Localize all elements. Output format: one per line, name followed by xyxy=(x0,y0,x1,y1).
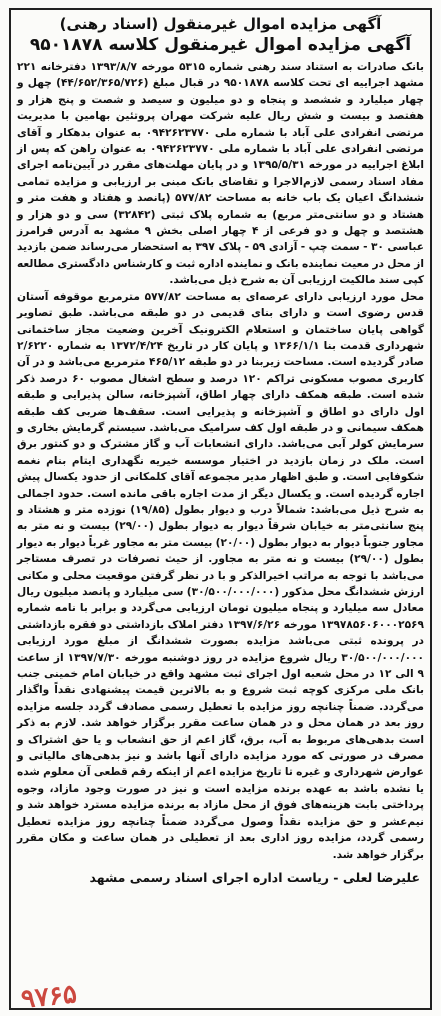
notice-paragraph-2: محل مورد ارزیابی دارای عرصه‌ای به مساحت ۵۷۷/۸۲ مترمربع موقوفه آستان قدس رضوی است و دارای بنای قدیمی در دو طبقه می‌باشد. طبق تصاویر گواهی پایان ساختمان و استعلام الکترونیک آخرین وضعیت مجاز ساختمانی شهرداری قدمت بنا ۱۳۶۶/۱/۱ و پایان کار در تاریخ ۱۳۷۲/۴/۲۴ به شماره ۲/۶۲۲۰ صادر گردیده است. مساحت زیربنا در دو طبقه ۴۶۵/۱۲ مترمربع می‌باشد و در آن کاربری مصوب مسکونی تراکم ۱۲۰ درصد و سطح اشغال مصوب ۶۰ درصد ذکر شده است. طبقه همکف دارای چهار اطاق، آشپزخانه، سالن پذیرایی و طبقه اول دارای دو اطاق و آشپزخانه و پذیرایی است. سقف‌ها ضربی کف طبقه همکف سیمانی و در طبقه اول کف سرامیک می‌باشد. سیستم گرمایش بخاری و سرمایش کولر آبی می‌باشد. دارای انشعابات آب و گاز مشترک و دو کنتور برق است. ملک در زمان بازدید در اختیار موسسه خیریه نگهداری ایتام بنام نغمه شکوفایی است. و طبق اظهار مدیر مجموعه آقای کلمکانی از حدود یکسال پیش اجاره گردیده است. و یکسال دیگر از مدت اجاره باقی مانده است. حدود اجمالی به شرح ذیل می‌باشد: شمالاً درب و دیوار بطول (۱۹/۸۵) نوزده متر و هشتاد و پنج سانتی‌متر به خیابان شرقاً دیوار به دیوار بطول (۲۹/۰۰) بیست و نه متر به مجاور جنوباً دیوار به دیوار بطول (۲۰/۰۰) بیست متر به مجاور غرباً دیوار به دیوار بطول (۲۹/۰۰) بیست و نه متر به مجاور. از حیث تصرفات در تصرف مستاجر می‌باشد با توجه به مراتب اخیرالذکر و با در نظر گرفتن موقعیت محلی و مکانی ارزش ششدانگ محل مذکور (۳۰/۵۰۰/۰۰۰/۰۰۰) سی میلیارد و پانصد میلیون ریال معادل سه میلیارد و پنجاه میلیون تومان ارزیابی می‌گردد و برابر با نامه شماره ۱۳۹۷۸۵۶۰۶۰۰۰۲۵۶۹ مورخه ۱۳۹۷/۶/۲۶ دفتر املاک بازداشتی دو فقره بازداشتی در پرونده ثبتی می‌باشد مزایده بصورت ششدانگ از مبلغ مورد ارزیابی ۳۰/۵۰۰/۰۰۰/۰۰۰ ریال شروع مزایده در روز دوشنبه مورخه ۱۳۹۷/۷/۳۰ از ساعت ۹ الی ۱۲ در محل شعبه اول اجرای ثبت مشهد واقع در خیابان امام خمینی جنب بانک ملی مرکزی کوچه ثبت شروع و به بالاترین قیمت پیشنهادی نقداً واگذار می‌گردد. ضمناً چنانچه روز مزایده با تعطیل رسمی مصادف گردد جلسه مزایده روز بعد در همان محل و در همان ساعت مقرر برگزار خواهد شد. لازم به ذکر است بدهی‌های مربوط به آب، برق، گاز اعم از حق انشعاب و یا حق اشتراک و مصرف در صورتی که مورد مزایده دارای آنها باشد و نیز بدهی‌های مالیاتی و عوارض شهرداری و غیره تا تاریخ مزایده اعم از اینکه رقم قطعی آن معلوم شده یا نشده باشد به عهده برنده مزایده است و نیز در صورت وجود مازاد، وجوه پرداختی بابت هزینه‌های فوق از محل مازاد به برنده مزایده مسترد خواهد شد و نیم‌عشر و حق مزایده نقداً وصول می‌گردد ضمناً چنانچه روز مزایده تعطیل رسمی گردد، مزایده روز اداری بعد از تعطیلی در همان ساعت و مکان مقرر برگزار خواهد شد. xyxy=(17,290,425,861)
notice-frame xyxy=(9,8,432,1015)
signature-line: علیرضا لعلی - ریاست اداره اجرای اسناد رسمی مشهد xyxy=(89,869,420,885)
notice-subtitle: آگهی مزایده اموال غیرمنقول کلاسه ۹۵۰۱۸۷۸ xyxy=(29,35,412,55)
notice-paragraph-1: بانک صادرات به استناد سند رهنی شماره ۵۳۱۵ مورخه ۱۳۹۳/۸/۷ دفترخانه ۲۲۱ مشهد اجراییه ای تحت کلاسه ۹۵۰۱۸۷۸ در قبال مبلغ (۴۴/۶۵۲/۳۶۵/۷۲۶) چهل و چهار میلیارد و ششصد و پنجاه و دو میلیون و سیصد و شصت و پنج هزار و هفتصد و بیست و شش ریال علیه شرکت مهران پروتئین بهامین با مدیریت مرتضی انفرادی علی آباد با شماره ملی ۰۹۴۲۶۲۳۷۷۰ به عنوان بدهکار و آقای مرتضی انفرادی علی آباد با شماره ملی ۰۹۴۲۶۲۳۷۷۰ به عنوان راهن که پس از ابلاغ اجراییه در مورخه ۱۳۹۵/۵/۳۱ و در پایان مهلت‌های مقرر در آیین‌نامه اجرای مفاد اسناد رسمی لازم‌الاجرا و تقاضای بانک مبنی بر ارزیابی و مزایده تمامی ششدانگ اعیان یک باب خانه به مساحت ۵۷۷/۸۲ (پانصد و هفتاد و هفت متر و هشتاد و دو سانتی‌متر مربع) به شماره پلاک ثبتی (۳۲۸۴۲) سی و دو هزار و هشتصد و چهل و دو فرعی از ۴ چهار اصلی بخش ۹ مشهد به آدرس فرامرز عباسی ۳۰ - سمت چپ - آزادی ۵۹ - پلاک ۳۹۷ به استحضار می‌رساند ضمن بازدید از محل در معیت نماینده بانک و نماینده اداره ثبت و کارشناس دادگستری مطالعه کپی سند مالکیت ارزیابی آن به شرح ذیل می‌باشد. xyxy=(17,61,424,287)
notice-title: آگهی مزایده اموال غیرمنقول (اسناد رهنی) xyxy=(59,15,382,33)
handwritten-stamp-number: ۹۷۶۵ xyxy=(19,979,79,1015)
